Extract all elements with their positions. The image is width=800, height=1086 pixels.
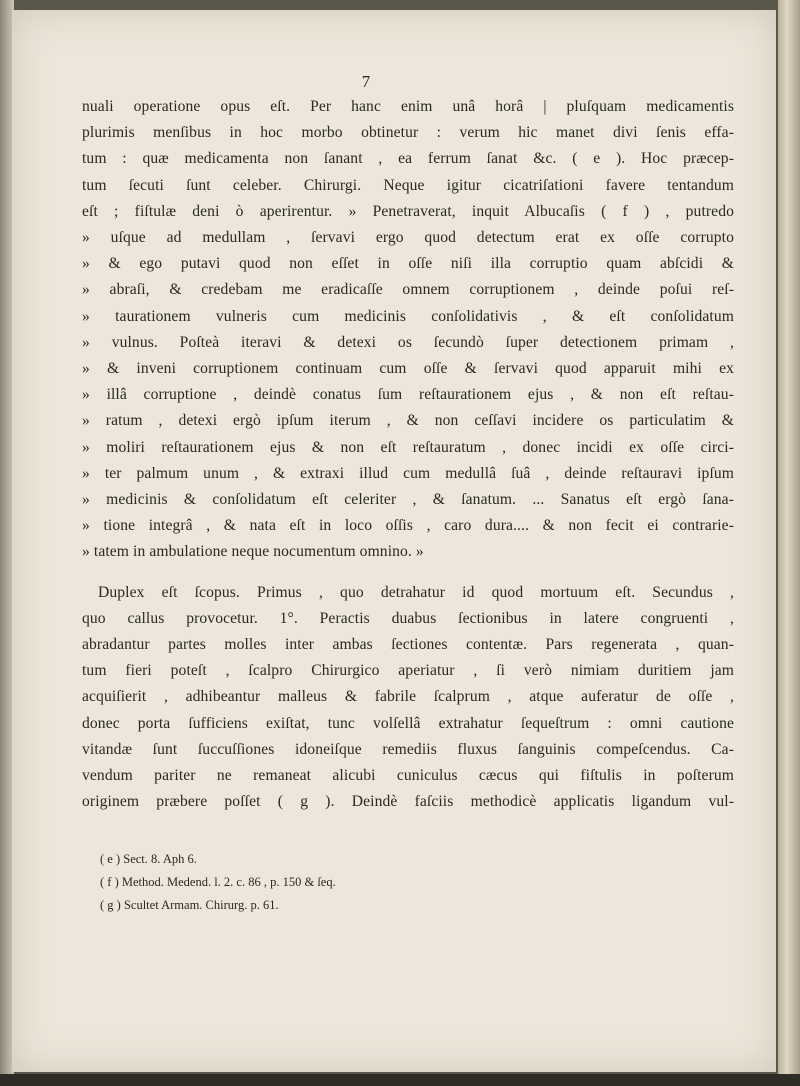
scan-bottom-edge	[0, 1074, 800, 1086]
text-line: » abraſi, & credebam me eradicaſſe omnem corruptionem , deinde poſui reſ-	[82, 281, 734, 299]
footnote: ( f ) Method. Medend. l. 2. c. 86 , p. 150 & ſeq.	[100, 875, 336, 889]
page-number: 7	[361, 72, 371, 91]
main-text	[82, 94, 734, 815]
paragraph-2	[82, 580, 734, 816]
paragraph-gap	[82, 566, 734, 580]
book-page	[12, 10, 776, 1072]
text-line: abradantur partes molles inter ambas ſectiones contentæ. Pars regenerata , quan-	[82, 636, 734, 654]
text-line: » illâ corruptione , deindè conatus ſum reſtaurationem ejus , & non eſt reſtau-	[82, 386, 734, 404]
footnotes	[100, 848, 500, 917]
text-line: acquiſierit , adhibeantur malleus & fabrile ſcalprum , atque auferatur de oſſe ,	[82, 688, 734, 706]
text-line: » tatem in ambulatione neque nocumentum omnino. »	[82, 543, 424, 561]
text-line: » & inveni corruptionem continuam cum oſſe & ſervavi quod apparuit mihi ex	[82, 360, 734, 378]
text-line: originem præbere poſſet ( g ). Deindè faſciis methodicè applicatis ligandum vul-	[82, 793, 734, 811]
text-line: » uſque ad medullam , ſervavi ergo quod detectum erat ex oſſe corrupto	[82, 229, 734, 247]
next-leaf-edge	[778, 0, 800, 1086]
text-line: vendum pariter ne remaneat alicubi cuniculus cæcus qui fiſtulis in poſterum	[82, 767, 734, 785]
text-line: quo callus provocetur. 1°. Peractis duabus ſectionibus in latere congruenti ,	[82, 609, 734, 627]
text-line: » ter palmum unum , & extraxi illud cum medullâ ſuâ , deinde reſtauravi ipſum	[82, 464, 734, 482]
text-line: » medicinis & conſolidatum eſt celeriter , & ſanatum. ... Sanatus eſt ergò ſana-	[82, 491, 734, 509]
text-line: » taurationem vulneris cum medicinis conſolidativis , & eſt conſolidatum	[82, 307, 734, 325]
text-line: vitandæ ſunt ſuccuſſiones idoneiſque remediis fluxus ſanguinis compeſcendus. Ca-	[82, 740, 734, 758]
text-line: Duplex eſt ſcopus. Primus , quo detrahatur id quod mortuum eſt. Secundus ,	[98, 583, 734, 601]
footnote: ( e ) Sect. 8. Aph 6.	[100, 852, 197, 866]
text-line: nuali operatione opus eſt. Per hanc enim unâ horâ | pluſquam medicamentis	[82, 98, 734, 115]
footnote: ( g ) Scultet Armam. Chirurg. p. 61.	[100, 898, 279, 912]
paragraph-1	[82, 94, 734, 566]
text-line: tum fieri poteſt , ſcalpro Chirurgico aperiatur , ſi verò nimiam duritiem jam	[82, 662, 734, 680]
text-line: » tione integrâ , & nata eſt in loco oſſis , caro dura.... & non fecit ei contrarie-	[82, 517, 734, 535]
text-line: tum : quæ medicamenta non ſanant , ea ferrum ſanat &c. ( e ). Hoc præcep-	[82, 150, 734, 168]
text-line: eſt ; fiſtulæ deni ò aperirentur. » Penetraverat, inquit Albucaſis ( f ) , putredo	[82, 202, 734, 220]
text-line: tum ſecuti ſunt celeber. Chirurgi. Neque igitur cicatriſationi favere tentandum	[82, 176, 734, 194]
text-line: » moliri reſtaurationem ejus & non eſt reſtauratum , donec incidi ex oſſe circi-	[82, 438, 734, 456]
text-line: donec porta ſufficiens exiſtat, tunc volſellâ extrahatur ſequeſtrum : omni cautione	[82, 714, 734, 732]
text-line: » & ego putavi quod non eſſet in oſſe niſi illa corruptio quam abſcidi &	[82, 255, 734, 273]
text-line: plurimis menſibus in hoc morbo obtinetur : verum hic manet divi ſenis effa-	[82, 124, 734, 142]
text-line: » vulnus. Poſteà iteravi & detexi os ſecundò ſuper detectionem primam ,	[82, 333, 734, 351]
text-line: » ratum , detexi ergò ipſum iterum , & non ceſſavi incidere os particulatim &	[82, 412, 734, 430]
